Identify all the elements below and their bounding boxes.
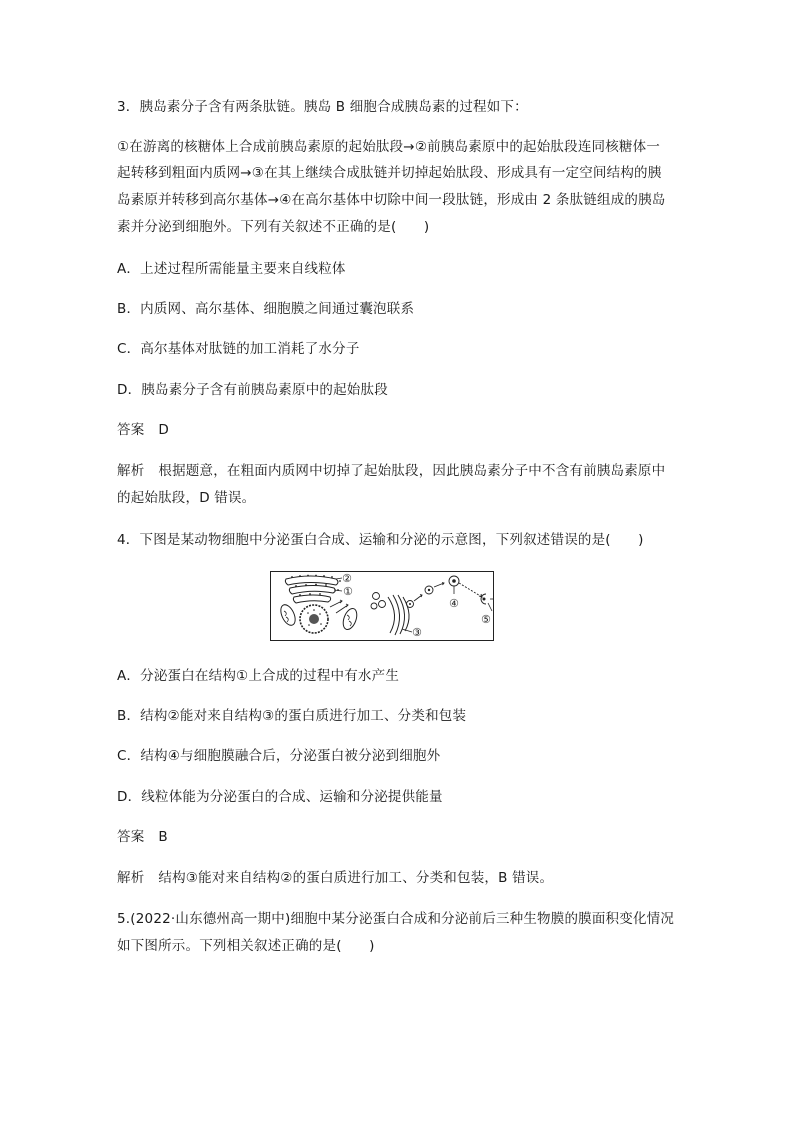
cell-diagram-svg xyxy=(270,571,494,641)
q3-option-b: B．内质网、高尔基体、细胞膜之间通过囊泡联系 xyxy=(117,301,415,317)
q4-option-a: A．分泌蛋白在结构①上合成的过程中有水产生 xyxy=(117,668,400,684)
q4-answer xyxy=(117,828,682,846)
q4-analysis-text: 结构③能对来自结构②的蛋白质进行加工、分类和包装，B 错误。 xyxy=(158,870,554,886)
q3-analysis-line-2: 的起始肽段，D 错误。 xyxy=(117,490,256,506)
q5-stem-line-1: 5.(2022·山东德州高一期中)细胞中某分泌蛋白合成和分泌前后三种生物膜的膜面积变化情况 xyxy=(117,911,675,927)
q3-desc-line-1: ①在游离的核糖体上合成前胰岛素原的起始肽段→②前胰岛素原中的起始肽段连同核糖体一 xyxy=(117,139,661,155)
q3-analysis-line-1 xyxy=(117,462,682,480)
q3-answer xyxy=(117,421,682,439)
q4-analysis xyxy=(117,869,682,887)
q5-stem-line-2: 如下图所示。下列相关叙述正确的是( ) xyxy=(117,938,375,954)
q3-option-a: A．上述过程所需能量主要来自线粒体 xyxy=(117,261,346,277)
figure-label-5: ⑤ xyxy=(481,613,491,626)
q4-option-d: D．线粒体能为分泌蛋白的合成、运输和分泌提供能量 xyxy=(117,789,443,805)
nucleolus xyxy=(309,614,319,624)
q3-desc-line-2: 起转移到粗面内质网→③在其上继续合成肽链并切掉起始肽段、形成具有一定空间结构的胰 xyxy=(117,165,662,181)
figure-label-2: ② xyxy=(342,572,352,585)
q3-desc-line-4: 素并分泌到细胞外。下列有关叙述不正确的是( ) xyxy=(117,219,430,235)
q4-answer-label: 答案 xyxy=(117,829,145,845)
q3-option-c: C．高尔基体对肽链的加工消耗了水分子 xyxy=(117,341,360,357)
q3-desc-line-3: 岛素原并转移到高尔基体→④在高尔基体中切除中间一段肽链，形成由 2 条肽链组成的胰岛 xyxy=(117,192,666,208)
figure-label-3: ③ xyxy=(412,626,422,639)
q3-answer-label: 答案 xyxy=(117,422,145,438)
q4-stem: 4．下图是某动物细胞中分泌蛋白合成、运输和分泌的示意图，下列叙述错误的是( ) xyxy=(117,532,644,548)
q3-stem: 3．胰岛素分子含有两条肽链。胰岛 B 细胞合成胰岛素的过程如下： xyxy=(117,99,528,115)
q4-answer-value: B xyxy=(158,829,168,845)
diagram-frame xyxy=(271,572,494,641)
q3-analysis-text-1: 根据题意，在粗面内质网中切掉了起始肽段，因此胰岛素分子中不含有前胰岛素原中 xyxy=(158,463,666,479)
q4-cell-diagram xyxy=(270,571,494,641)
q3-analysis-label: 解析 xyxy=(117,463,145,479)
figure-label-4: ④ xyxy=(449,597,459,610)
q4-option-b: B．结构②能对来自结构③的蛋白质进行加工、分类和包装 xyxy=(117,708,467,724)
q4-analysis-label: 解析 xyxy=(117,870,145,886)
figure-label-1: ① xyxy=(343,585,353,598)
q3-option-d: D．胰岛素分子含有前胰岛素原中的起始肽段 xyxy=(117,382,388,398)
q3-answer-value: D xyxy=(158,422,170,438)
q4-option-c: C．结构④与细胞膜融合后，分泌蛋白被分泌到细胞外 xyxy=(117,748,441,764)
